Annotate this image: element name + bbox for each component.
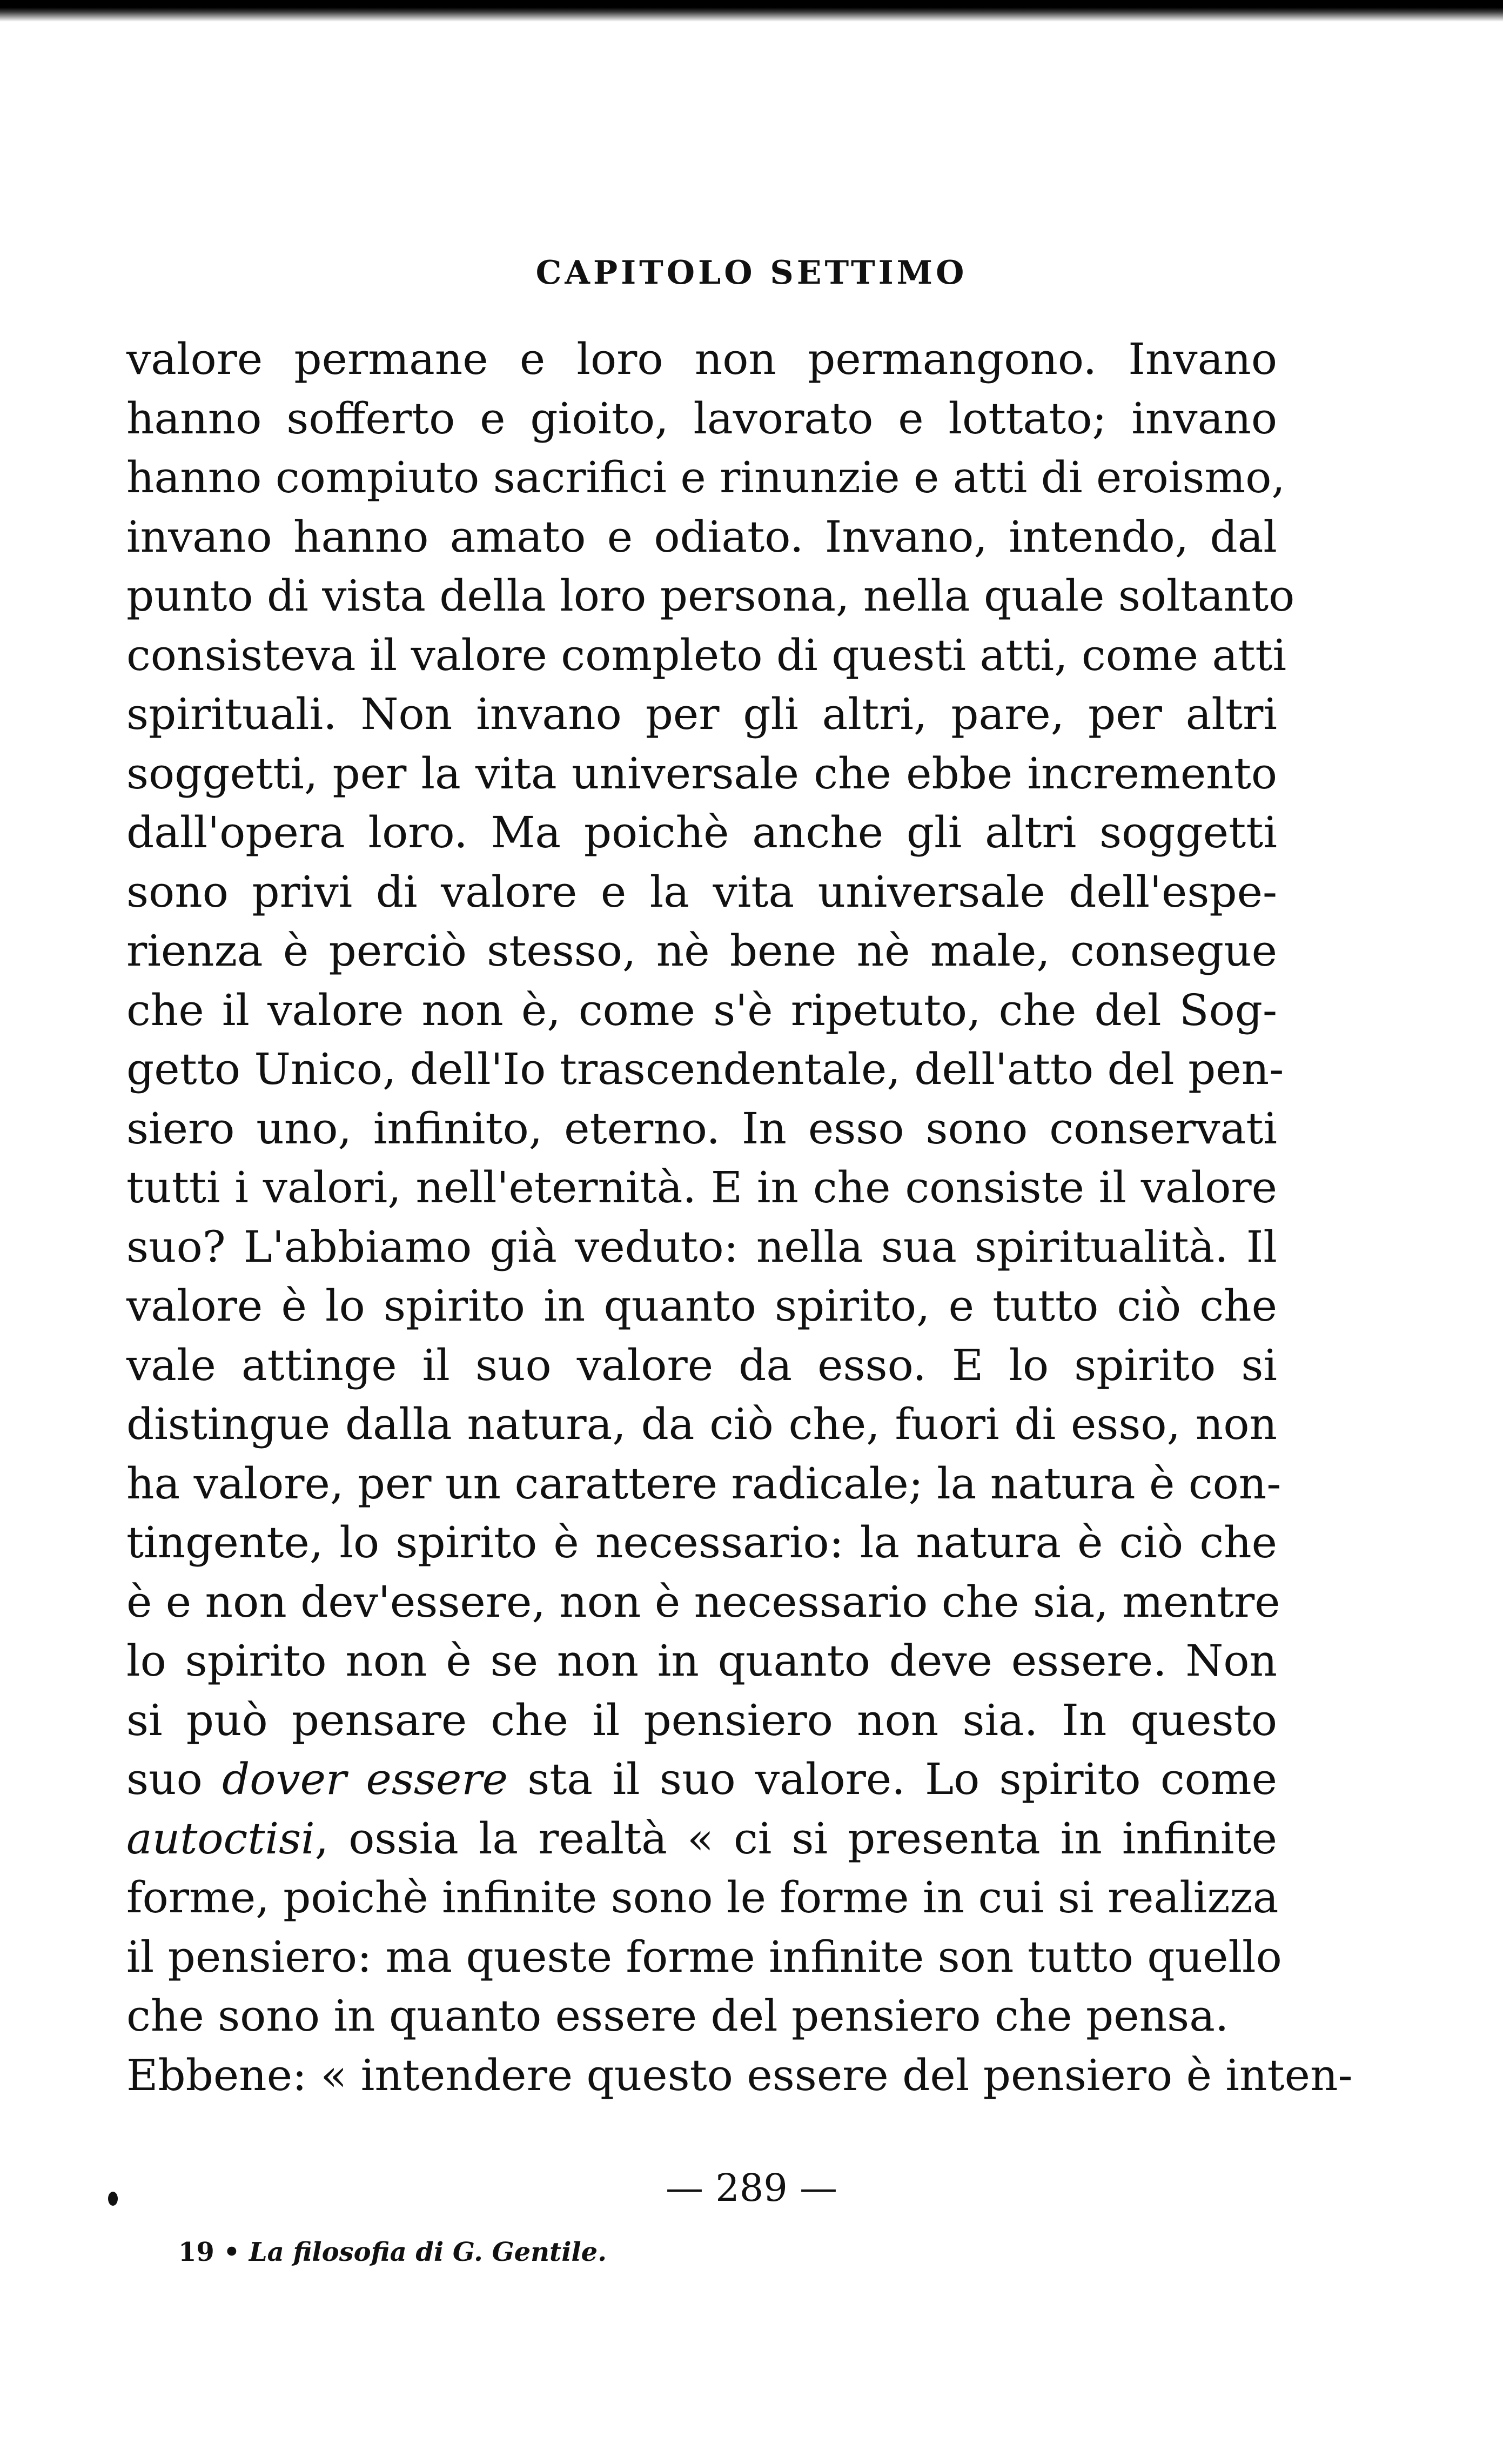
text-line: punto di vista della loro persona, nella quale soltanto: [126, 571, 1295, 621]
page-number: — 289 —: [665, 2166, 838, 2210]
text-line: ha valore, per un carattere radicale; la natura è con-: [126, 1458, 1281, 1509]
text-line: spirituali. Non invano per gli altri, pare, per altri: [126, 689, 1277, 739]
text-line: consisteva il valore completo di questi atti, come atti: [126, 630, 1287, 680]
text-line: forme, poichè infinite sono le forme in cui si realizza: [126, 1872, 1279, 1923]
text-line: Ebbene: « intendere questo essere del pensiero è inten-: [126, 2050, 1353, 2100]
text-line: hanno sofferto e gioito, lavorato e lottato; invano: [126, 393, 1277, 444]
text-line: lo spirito non è se non in quanto deve essere. Non: [126, 1636, 1277, 1686]
text-line: tutti i valori, nell'eternità. E in che consiste il valore: [126, 1162, 1277, 1213]
body-text: [126, 330, 1353, 2105]
text-line: rienza è perciò stesso, nè bene nè male, consegue: [126, 926, 1277, 976]
text-line: soggetti, per la vita universale che ebbe incremento: [126, 748, 1277, 799]
text-line: getto Unico, dell'Io trascendentale, dell'atto del pen-: [126, 1044, 1284, 1094]
text-line: sono privi di valore e la vita universale dell'espe-: [126, 866, 1277, 917]
text-line: suo? L'abbiamo già veduto: nella sua spiritualità. Il: [126, 1221, 1277, 1272]
text-run: sta il suo valore. Lo spirito come: [507, 1754, 1278, 1804]
text-line: che sono in quanto essere del pensiero che pensa.: [126, 1991, 1229, 2041]
text-line: hanno compiuto sacrifici e rinunzie e atti di eroismo,: [126, 452, 1285, 503]
italic-phrase: dover essere: [222, 1754, 508, 1804]
text-line: distingue dalla natura, da ciò che, fuori di esso, non: [126, 1399, 1277, 1449]
italic-term: autoctisi: [126, 1813, 315, 1864]
text-line: valore permane e loro non permangono. Invano: [126, 334, 1277, 384]
text-line: tingente, lo spirito è necessario: la natura è ciò che: [126, 1517, 1277, 1568]
text-line: è e non dev'essere, non è necessario che sia, mentre: [126, 1576, 1280, 1627]
signature-separator: •: [223, 2237, 240, 2267]
text-line: siero uno, infinito, eterno. In esso sono conservati: [126, 1103, 1277, 1154]
text-line: il pensiero: ma queste forme infinite son tutto quello: [126, 1931, 1282, 1982]
text-line: si può pensare che il pensiero non sia. In questo: [126, 1695, 1277, 1745]
text-line: vale attinge il suo valore da esso. E lo spirito si: [126, 1340, 1277, 1390]
text-line: [126, 1750, 1277, 1809]
text-run: suo: [126, 1754, 223, 1804]
text-line: che il valore non è, come s'è ripetuto, che del Sog-: [126, 985, 1277, 1035]
text-run: , ossia la realtà « ci si presenta in infinite: [314, 1813, 1277, 1864]
text-line: dall'opera loro. Ma poichè anche gli altri soggetti: [126, 807, 1277, 858]
text-line: [126, 1809, 1277, 1869]
scan-top-edge: [0, 0, 1503, 22]
signature-number: 19: [178, 2237, 214, 2267]
printer-signature: [178, 2237, 607, 2267]
signature-title: La filosofia di G. Gentile.: [249, 2237, 607, 2267]
text-line: invano hanno amato e odiato. Invano, intendo, dal: [126, 511, 1277, 562]
running-head: CAPITOLO SETTIMO: [535, 254, 968, 292]
text-line: valore è lo spirito in quanto spirito, e tutto ciò che: [126, 1281, 1277, 1331]
